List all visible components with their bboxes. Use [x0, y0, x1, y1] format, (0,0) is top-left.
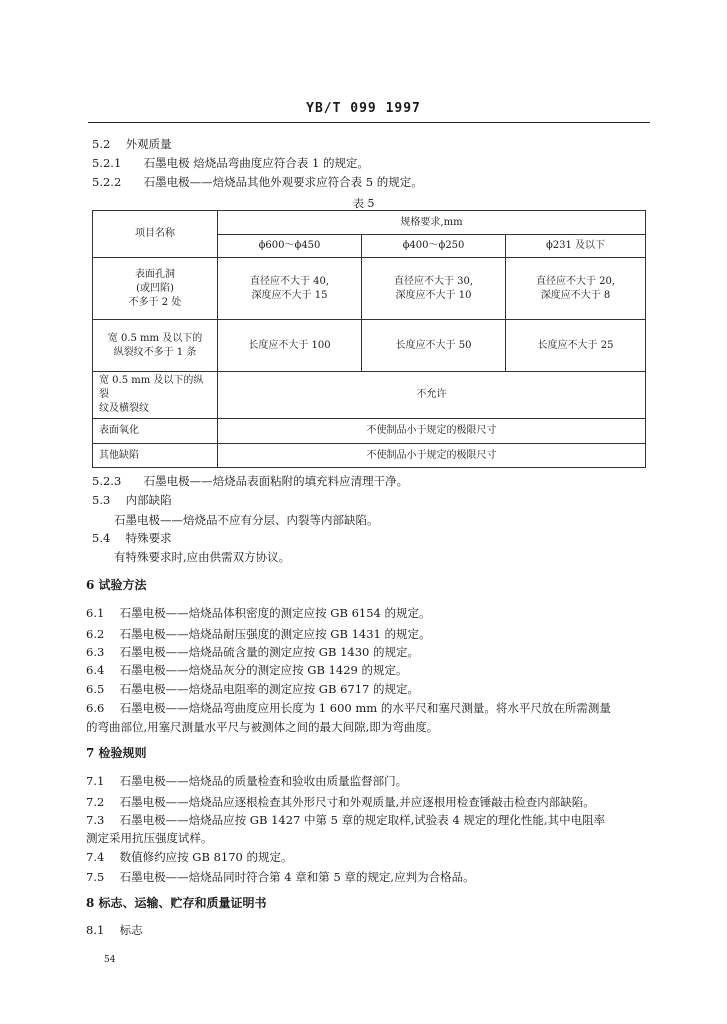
clause-6-2: 6.2 石墨电极——焙烧品耐压强度的测定应按 GB 1431 的规定。 [86, 627, 431, 641]
clause-number: 5.3 [92, 493, 111, 507]
clause-5-3-body [114, 513, 379, 527]
table-cell-span: 不允许 [218, 372, 646, 419]
table-cell-span: 不使制品小于规定的极限尺寸 [218, 419, 646, 444]
clause-number: 5.2.2 [92, 175, 122, 189]
section-7-title: 7 检验规则 [86, 746, 147, 760]
header-spec-group: 规格要求,mm [218, 211, 646, 235]
table-cell: 长度应不大于 100 [218, 320, 362, 372]
row-name: 表面孔洞 (或凹陷) 不多于 2 处 [93, 258, 218, 320]
clause-7-3: 7.3 石墨电极——焙烧品应按 GB 1427 中第 5 章的规定取样,试验表 4 规定的理化性能,其中电阻率 [86, 813, 606, 827]
page-number: 54 [104, 955, 116, 965]
row-name: 宽 0.5 mm 及以下的 纵裂纹不多于 1 条 [93, 320, 218, 372]
clause-7-5: 7.5 石墨电极——焙烧品同时符合第 4 章和第 5 章的规定,应判为合格品。 [86, 870, 475, 884]
table-5 [92, 210, 646, 468]
header-col-3: ϕ231 及以下 [506, 235, 646, 258]
clause-7-2: 7.2 石墨电极——焙烧品应逐根检查其外形尺寸和外观质量,并应逐根用检查锤敲击检查内部缺陷。 [86, 795, 595, 809]
table-row [93, 372, 646, 419]
table-cell: 长度应不大于 50 [362, 320, 506, 372]
table-cell-span: 不使制品小于规定的极限尺寸 [218, 444, 646, 468]
clause-number: 5.2.3 [92, 474, 122, 488]
clause-5-4-body [114, 550, 290, 564]
clause-text: 石墨电极 焙烧品弯曲度应符合表 1 的规定。 [143, 156, 369, 170]
clause-5-3 [92, 493, 172, 507]
clause-5-2 [92, 137, 172, 151]
header-item-name: 项目名称 [93, 211, 218, 258]
clause-6-4: 6.4 石墨电极——焙烧品灰分的测定应按 GB 1429 的规定。 [86, 663, 408, 677]
clause-text: 有特殊要求时,应由供需双方协议。 [114, 550, 291, 564]
clause-5-2-3 [92, 474, 408, 488]
table-cell: 直径应不大于 20, 深度应不大于 8 [506, 258, 646, 320]
table-row [93, 258, 646, 320]
table-row [93, 320, 646, 372]
row-name: 宽 0.5 mm 及以下的纵裂 纹及横裂纹 [93, 372, 218, 419]
section-8-title: 8 标志、运输、贮存和质量证明书 [86, 896, 267, 910]
clause-text: 特殊要求 [125, 531, 172, 545]
page-header: YB/T 099 1997 [306, 101, 421, 116]
clause-7-1: 7.1 石墨电极——焙烧品的质量检查和验收由质量监督部门。 [86, 774, 408, 788]
clause-7-3-cont: 测定采用抗压强度试样。 [86, 831, 213, 845]
table-row [93, 419, 646, 444]
table-cell: 直径应不大于 30, 深度应不大于 10 [362, 258, 506, 320]
clause-6-6-cont: 的弯曲部位,用塞尺测量水平尺与被测体之间的最大间隙,即为弯曲度。 [86, 720, 439, 734]
clause-7-4: 7.4 数值修约应按 GB 8170 的规定。 [86, 850, 293, 864]
clause-text: 外观质量 [125, 137, 172, 151]
clause-number: 5.2 [92, 137, 111, 151]
clause-6-1: 6.1 石墨电极——焙烧品体积密度的测定应按 GB 6154 的规定。 [86, 606, 431, 620]
clause-6-3: 6.3 石墨电极——焙烧品硫含量的测定应按 GB 1430 的规定。 [86, 645, 420, 659]
clause-text: 石墨电极——焙烧品不应有分层、内裂等内部缺陷。 [114, 513, 379, 527]
clause-6-6: 6.6 石墨电极——焙烧品弯曲度应用长度为 1 600 mm 的水平尺和塞尺测量。将水平尺放在所需测量 [86, 701, 611, 715]
clause-6-5: 6.5 石墨电极——焙烧品电阻率的测定应按 GB 6717 的规定。 [86, 682, 420, 696]
clause-number: 5.2.1 [92, 156, 122, 170]
header-col-1: ϕ600～ϕ450 [218, 235, 362, 258]
clause-text: 内部缺陷 [125, 493, 172, 507]
row-name: 表面氧化 [93, 419, 218, 444]
clause-text: 石墨电极——焙烧品其他外观要求应符合表 5 的规定。 [143, 175, 423, 189]
table-caption: 表 5 [353, 197, 375, 210]
table-cell: 直径应不大于 40, 深度应不大于 15 [218, 258, 362, 320]
row-name: 其他缺陷 [93, 444, 218, 468]
clause-5-4 [92, 531, 172, 545]
table-cell: 长度应不大于 25 [506, 320, 646, 372]
clause-number: 5.4 [92, 531, 111, 545]
header-col-2: ϕ400～ϕ250 [362, 235, 506, 258]
clause-5-2-1 [92, 156, 369, 170]
clause-5-2-2 [92, 175, 423, 189]
section-6-title: 6 试验方法 [86, 578, 147, 592]
clause-text: 石墨电极——焙烧品表面粘附的填充料应清理干净。 [143, 474, 409, 488]
clause-8-1: 8.1 标志 [86, 923, 143, 937]
header-rule [88, 122, 650, 123]
table-row [93, 444, 646, 468]
